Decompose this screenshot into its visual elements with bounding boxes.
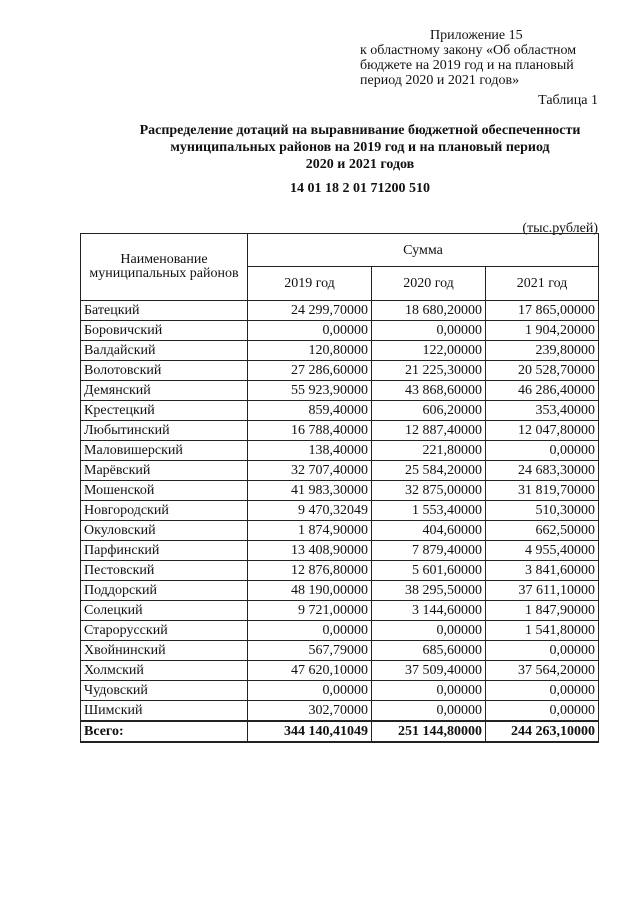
amount-2021: 12 047,80000: [486, 421, 599, 441]
appendix-line: к областному закону «Об областном: [360, 43, 577, 58]
table-row: [81, 521, 599, 541]
table-row: [81, 701, 599, 722]
total-row: [81, 721, 599, 742]
appendix-line: Приложение 15: [430, 28, 523, 43]
amount-2021: 0,00000: [486, 441, 599, 461]
table-row: [81, 661, 599, 681]
document-title: [80, 122, 640, 173]
table-row: [81, 601, 599, 621]
amount-2021: 4 955,40000: [486, 541, 599, 561]
amount-2019: 9 721,00000: [248, 601, 372, 621]
amount-2021: 0,00000: [486, 681, 599, 701]
appendix-note: [360, 28, 610, 88]
amount-2020: 38 295,50000: [372, 581, 486, 601]
amount-2019: 48 190,00000: [248, 581, 372, 601]
amount-2020: 43 868,60000: [372, 381, 486, 401]
amount-2020: 12 887,40000: [372, 421, 486, 441]
district-name: Мошенской: [81, 481, 248, 501]
amount-2021: 239,80000: [486, 341, 599, 361]
table-row: [81, 421, 599, 441]
amount-2020: 221,80000: [372, 441, 486, 461]
district-name: Хвойнинский: [81, 641, 248, 661]
amount-2019: 302,70000: [248, 701, 372, 722]
district-name: Окуловский: [81, 521, 248, 541]
amount-2021: 37 611,10000: [486, 581, 599, 601]
district-name: Старорусский: [81, 621, 248, 641]
amount-2021: 24 683,30000: [486, 461, 599, 481]
amount-2021: 353,40000: [486, 401, 599, 421]
subsidies-table: [80, 233, 599, 743]
table-row: [81, 321, 599, 341]
amount-2021: 3 841,60000: [486, 561, 599, 581]
district-name: Поддорский: [81, 581, 248, 601]
amount-2019: 27 286,60000: [248, 361, 372, 381]
title-line: муниципальных районов на 2019 год и на плановый период: [170, 140, 550, 155]
district-name: Валдайский: [81, 341, 248, 361]
table-row: [81, 401, 599, 421]
table-row: [81, 581, 599, 601]
table-row: [81, 341, 599, 361]
amount-2020: 685,60000: [372, 641, 486, 661]
amount-2019: 41 983,30000: [248, 481, 372, 501]
table-row: [81, 381, 599, 401]
district-name: Всего:: [81, 721, 248, 742]
district-name: Боровичский: [81, 321, 248, 341]
district-name: Волотовский: [81, 361, 248, 381]
title-line: Распределение дотаций на выравнивание бюджетной обеспеченности: [139, 123, 581, 138]
district-name: Марёвский: [81, 461, 248, 481]
amount-2019: 0,00000: [248, 681, 372, 701]
amount-2019: 344 140,41049: [248, 721, 372, 742]
table-row: [81, 301, 599, 321]
amount-2019: 0,00000: [248, 621, 372, 641]
amount-2019: 32 707,40000: [248, 461, 372, 481]
amount-2021: 31 819,70000: [486, 481, 599, 501]
amount-2021: 17 865,00000: [486, 301, 599, 321]
district-name: Чудовский: [81, 681, 248, 701]
header-sum: Сумма: [248, 234, 599, 267]
amount-2019: 138,40000: [248, 441, 372, 461]
amount-2021: 46 286,40000: [486, 381, 599, 401]
unit-label: (тыс.рублей): [522, 221, 598, 236]
amount-2020: 3 144,60000: [372, 601, 486, 621]
amount-2020: 606,20000: [372, 401, 486, 421]
header-name: Наименование муниципальных районов: [81, 234, 248, 301]
amount-2019: 0,00000: [248, 321, 372, 341]
header-year: 2021 год: [486, 267, 599, 301]
amount-2021: 244 263,10000: [486, 721, 599, 742]
amount-2020: 7 879,40000: [372, 541, 486, 561]
district-name: Новгородский: [81, 501, 248, 521]
table-number: Таблица 1: [538, 93, 598, 108]
amount-2019: 859,40000: [248, 401, 372, 421]
amount-2021: 1 541,80000: [486, 621, 599, 641]
amount-2021: 37 564,20000: [486, 661, 599, 681]
appendix-line: период 2020 и 2021 годов»: [360, 73, 520, 88]
amount-2019: 47 620,10000: [248, 661, 372, 681]
amount-2020: 122,00000: [372, 341, 486, 361]
amount-2019: 12 876,80000: [248, 561, 372, 581]
district-name: Батецкий: [81, 301, 248, 321]
amount-2019: 24 299,70000: [248, 301, 372, 321]
amount-2021: 0,00000: [486, 641, 599, 661]
amount-2020: 25 584,20000: [372, 461, 486, 481]
table-row: [81, 621, 599, 641]
district-name: Пестовский: [81, 561, 248, 581]
table-row: [81, 361, 599, 381]
title-line: 2020 и 2021 годов: [305, 157, 415, 172]
amount-2020: 0,00000: [372, 621, 486, 641]
amount-2019: 9 470,32049: [248, 501, 372, 521]
amount-2019: 1 874,90000: [248, 521, 372, 541]
amount-2020: 5 601,60000: [372, 561, 486, 581]
budget-code: 14 01 18 2 01 71200 510: [290, 181, 430, 196]
amount-2020: 1 553,40000: [372, 501, 486, 521]
table-row: [81, 681, 599, 701]
amount-2020: 0,00000: [372, 701, 486, 722]
amount-2021: 1 904,20000: [486, 321, 599, 341]
table-row: [81, 641, 599, 661]
amount-2020: 32 875,00000: [372, 481, 486, 501]
district-name: Шимский: [81, 701, 248, 722]
amount-2019: 120,80000: [248, 341, 372, 361]
table-row: [81, 481, 599, 501]
table-row: [81, 461, 599, 481]
amount-2021: 662,50000: [486, 521, 599, 541]
district-name: Холмский: [81, 661, 248, 681]
amount-2020: 251 144,80000: [372, 721, 486, 742]
header-year: 2020 год: [372, 267, 486, 301]
table-row: [81, 501, 599, 521]
amount-2021: 20 528,70000: [486, 361, 599, 381]
amount-2021: 1 847,90000: [486, 601, 599, 621]
amount-2020: 18 680,20000: [372, 301, 486, 321]
district-name: Крестецкий: [81, 401, 248, 421]
amount-2019: 55 923,90000: [248, 381, 372, 401]
amount-2020: 0,00000: [372, 321, 486, 341]
appendix-line: бюджете на 2019 год и на плановый: [360, 58, 574, 73]
district-name: Демянский: [81, 381, 248, 401]
district-name: Парфинский: [81, 541, 248, 561]
amount-2020: 37 509,40000: [372, 661, 486, 681]
amount-2019: 567,79000: [248, 641, 372, 661]
amount-2021: 0,00000: [486, 701, 599, 722]
amount-2020: 0,00000: [372, 681, 486, 701]
district-name: Любытинский: [81, 421, 248, 441]
district-name: Маловишерский: [81, 441, 248, 461]
header-year: 2019 год: [248, 267, 372, 301]
amount-2019: 13 408,90000: [248, 541, 372, 561]
amount-2019: 16 788,40000: [248, 421, 372, 441]
district-name: Солецкий: [81, 601, 248, 621]
amount-2020: 404,60000: [372, 521, 486, 541]
amount-2020: 21 225,30000: [372, 361, 486, 381]
amount-2021: 510,30000: [486, 501, 599, 521]
table-row: [81, 441, 599, 461]
table-row: [81, 561, 599, 581]
table-row: [81, 541, 599, 561]
